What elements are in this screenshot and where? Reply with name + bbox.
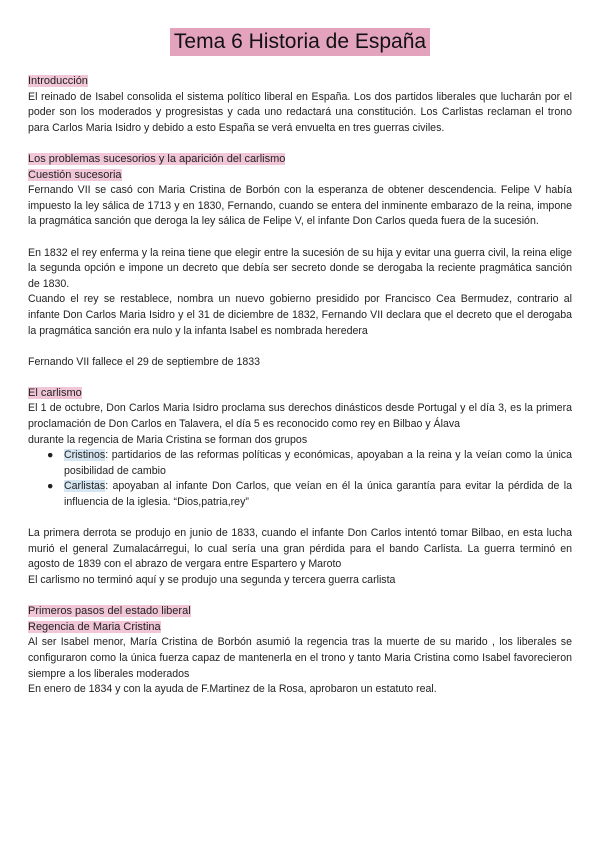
document-page [28,0,572,698]
carlismo-heading: El carlismo [28,386,82,399]
bullet-icon: ● [47,449,54,462]
intro-heading: Introducción [28,75,88,87]
liberal-paragraph-2: En enero de 1834 y con la ayuda de F.Martinez de la Rosa, aprobaron un estatuto real. [28,683,437,696]
group-description: : partidarios de las reformas políticas y económicas, apoyaban a la reina y la veían como la única posibilidad de cambio [64,449,572,477]
sucesoria-subheading: Cuestión sucesoria [28,168,122,181]
bullet-icon: ● [47,480,54,493]
groups-list [28,448,572,510]
liberal-heading: Primeros pasos del estado liberal [28,605,191,618]
document-title: Tema 6 Historia de España [170,28,430,56]
liberal-paragraph-1: Al ser Isabel menor, María Cristina de Borbón asumió la regencia tras la muerte de su marido , los liberales se configuraron como la única fuerza capaz de mantenerla en el trono y tanto Maria Cristina como Isabel favorecieron siempre a los liberales moderados [28,636,572,680]
sucesoria-paragraph-3: Cuando el rey se restablece, nombra un nuevo gobierno presidido por Francisco Cea Bermudez, contrario al infante Don Carlos Maria Isidro y el 31 de diciembre de 1832, Fernando VII declara que el decreto que el derogaba la pragmática sanción era nulo y la infanta Isabel es nombrada heredera [28,293,572,337]
carlismo-paragraph-3: La primera derrota se produjo en junio de 1833, cuando el infante Don Carlos intentó tomar Bilbao, en esta lucha murió el general Zumalacárregui, lo cual sería una gran pérdida para el bando Carlista. La guerra terminó en agosto de 1839 con el abrazo de vergara entre Espartero y Maroto [28,527,572,571]
regencia-subheading: Regencia de Maria Cristina [28,620,161,633]
carlismo-paragraph-1: El 1 de octubre, Don Carlos Maria Isidro proclama sus derechos dinásticos desde Portugal y el día 3, es la primera proclamación de Don Carlos en Talavera, el día 5 es reconocido como rey en Bilbao y Álava [28,402,572,431]
list-item [47,448,572,479]
sucesoria-paragraph-1: Fernando VII se casó con Maria Cristina de Borbón con la esperanza de obtener descendencia. Felipe V había impuesto la ley sálica de 1713 y en 1830, Fernando, cuando se entera del inminente embarazo de la reina, impone la pragmática sanción que deroga la ley sálica de Felipe V, el infante Don Carlos queda fuera de la sucesión. [28,184,572,228]
sucesoria-paragraph-2: En 1832 el rey enferma y la reina tiene que elegir entre la sucesión de su hija y evitar una guerra civil, la reina elige la segunda opción e impone un decreto que debía ser secreto donde se derogaba la reciente pragmática sanción de 1830. [28,246,572,290]
group-term: Carlistas [64,480,106,493]
carlismo-paragraph-4: El carlismo no terminó aquí y se produjo una segunda y tercera guerra carlista [28,574,396,586]
sucesorios-heading: Los problemas sucesorios y la aparición del carlismo [28,152,286,165]
group-description: : apoyaban al infante Don Carlos, que veían en él la única garantía para evitar la pérdida de la influencia de la iglesia. “Dios,patria,rey” [64,480,572,509]
group-term: Cristinos [64,449,106,462]
sucesoria-paragraph-4: Fernando VII fallece el 29 de septiembre de 1833 [28,355,261,368]
list-item [47,479,572,510]
intro-paragraph: El reinado de Isabel consolida el sistema político liberal en España. Los dos partidos liberales que lucharán por el poder son los moderados y progresistas y cada uno redactará una constitución. Los Carlistas reclaman el trono para Carlos Maria Isidro y debido a esto España se verá envuelta en tres guerras civiles. [28,90,572,134]
carlismo-paragraph-2: durante la regencia de Maria Cristina se forman dos grupos [28,433,308,446]
